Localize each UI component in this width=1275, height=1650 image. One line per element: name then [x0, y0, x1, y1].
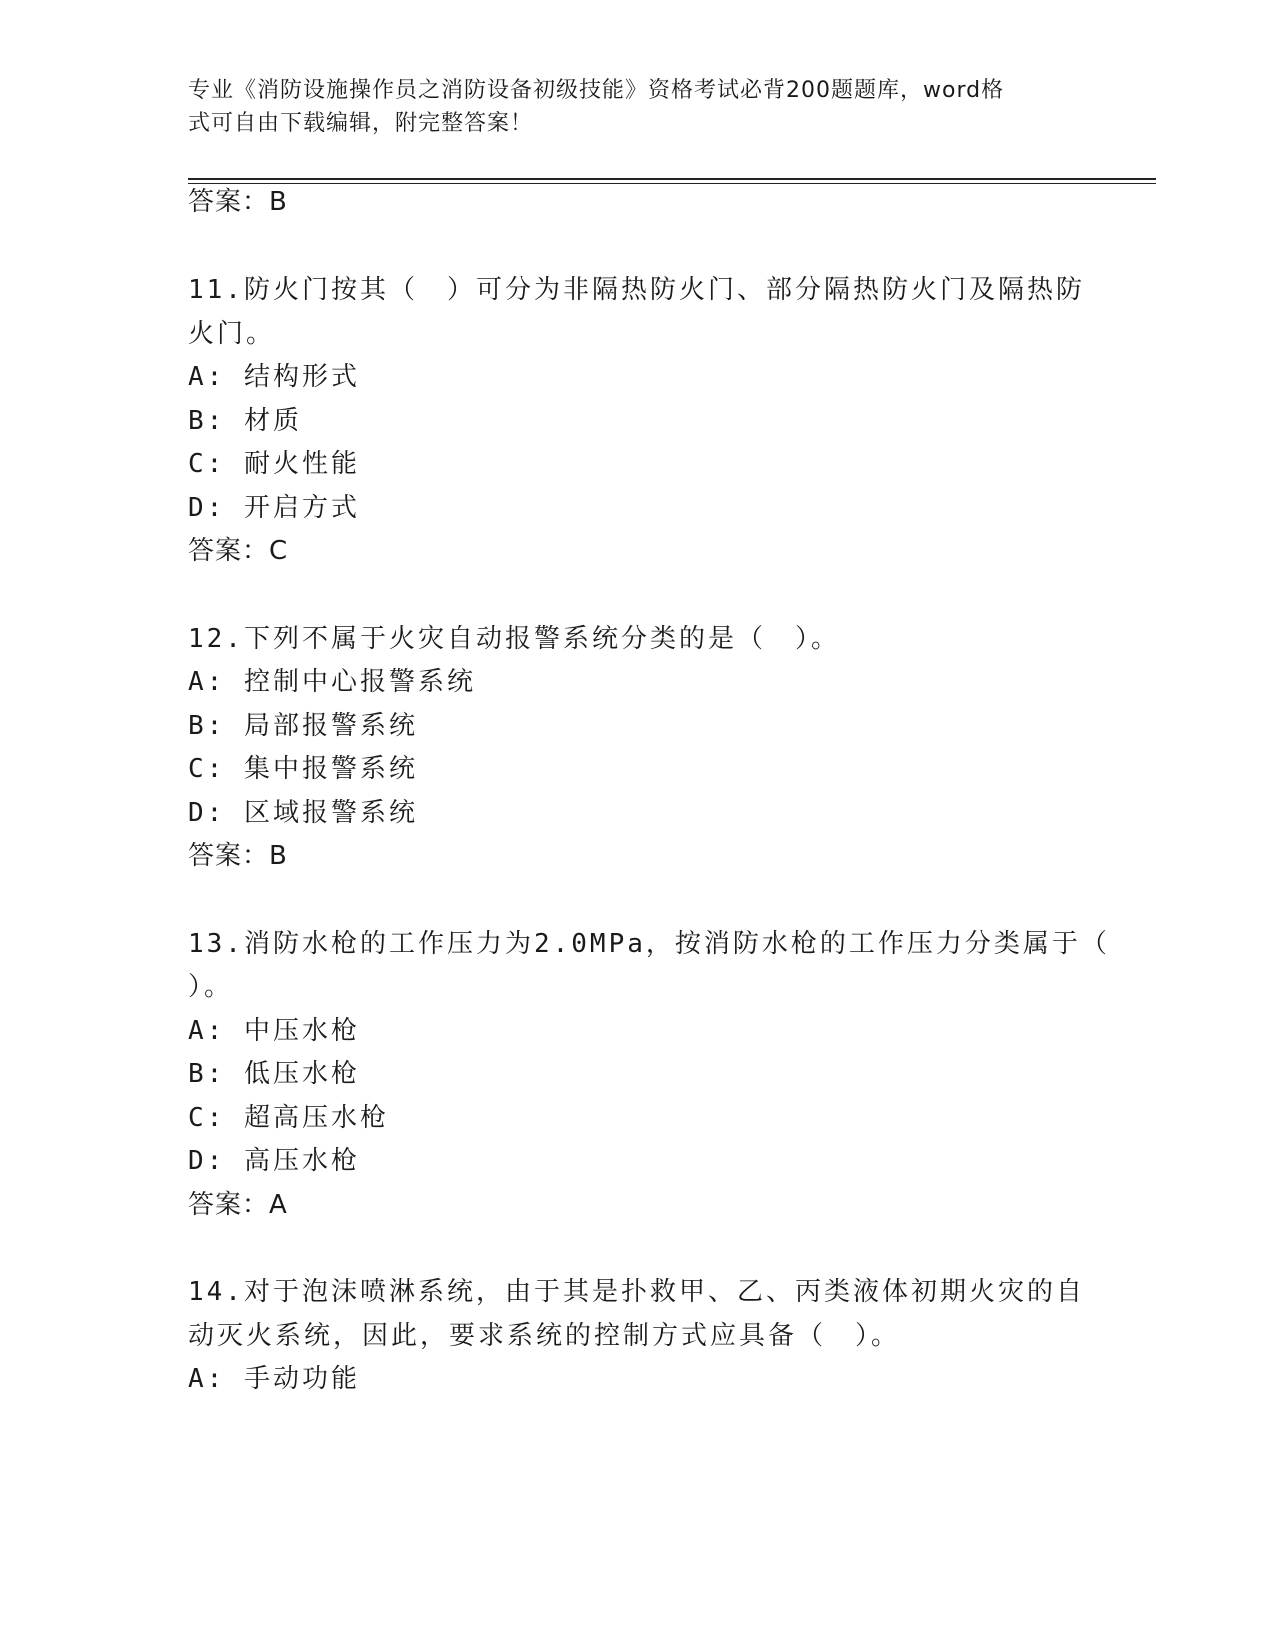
question-14-stem-line-2: 动灭火系统，因此，要求系统的控制方式应具备（ ）。: [188, 1321, 901, 1351]
question-13-option-a: A: 中压水枪: [188, 1016, 360, 1046]
question-12-option-b: B: 局部报警系统: [188, 711, 418, 741]
question-13-stem-line-2: ）。: [188, 972, 234, 1002]
question-11-option-a: A: 结构形式: [188, 362, 360, 392]
previous-answer: 答案：B: [188, 187, 288, 217]
header-line-2: 式可自由下载编辑，附完整答案！: [188, 111, 534, 136]
header-divider-thick: [188, 178, 1156, 180]
question-13-answer: 答案：A: [188, 1190, 288, 1220]
question-12-option-a: A: 控制中心报警系统: [188, 667, 476, 697]
document-header: [188, 74, 1068, 140]
question-14-stem-line-1: 14.对于泡沫喷淋系统，由于其是扑救甲、乙、丙类液体初期火灾的自: [188, 1277, 1085, 1307]
question-11-answer: 答案：C: [188, 536, 289, 566]
question-12-option-c: C: 集中报警系统: [188, 754, 418, 784]
question-13-option-c: C: 超高压水枪: [188, 1103, 389, 1133]
question-11-option-c: C: 耐火性能: [188, 449, 360, 479]
question-14-option-a: A: 手动功能: [188, 1364, 360, 1394]
question-13-option-d: D: 高压水枪: [188, 1146, 360, 1176]
question-12-option-d: D: 区域报警系统: [188, 798, 418, 828]
question-11-option-d: D: 开启方式: [188, 493, 360, 523]
question-11-stem-line-2: 火门。: [188, 319, 276, 349]
question-12-stem-line-1: 12.下列不属于火灾自动报警系统分类的是（ ）。: [188, 624, 840, 654]
question-12-answer: 答案：B: [188, 841, 288, 871]
header-divider-thin: [188, 183, 1156, 184]
question-11-stem-line-1: 11.防火门按其（ ）可分为非隔热防火门、部分隔热防火门及隔热防: [188, 275, 1085, 305]
question-13-option-b: B: 低压水枪: [188, 1059, 360, 1089]
question-13-stem-line-1: 13.消防水枪的工作压力为2.0MPa，按消防水枪的工作压力分类属于（: [188, 929, 1110, 959]
header-line-1: 专业《消防设施操作员之消防设备初级技能》资格考试必背200题题库，word格: [188, 78, 1005, 103]
question-11-option-b: B: 材质: [188, 406, 302, 436]
